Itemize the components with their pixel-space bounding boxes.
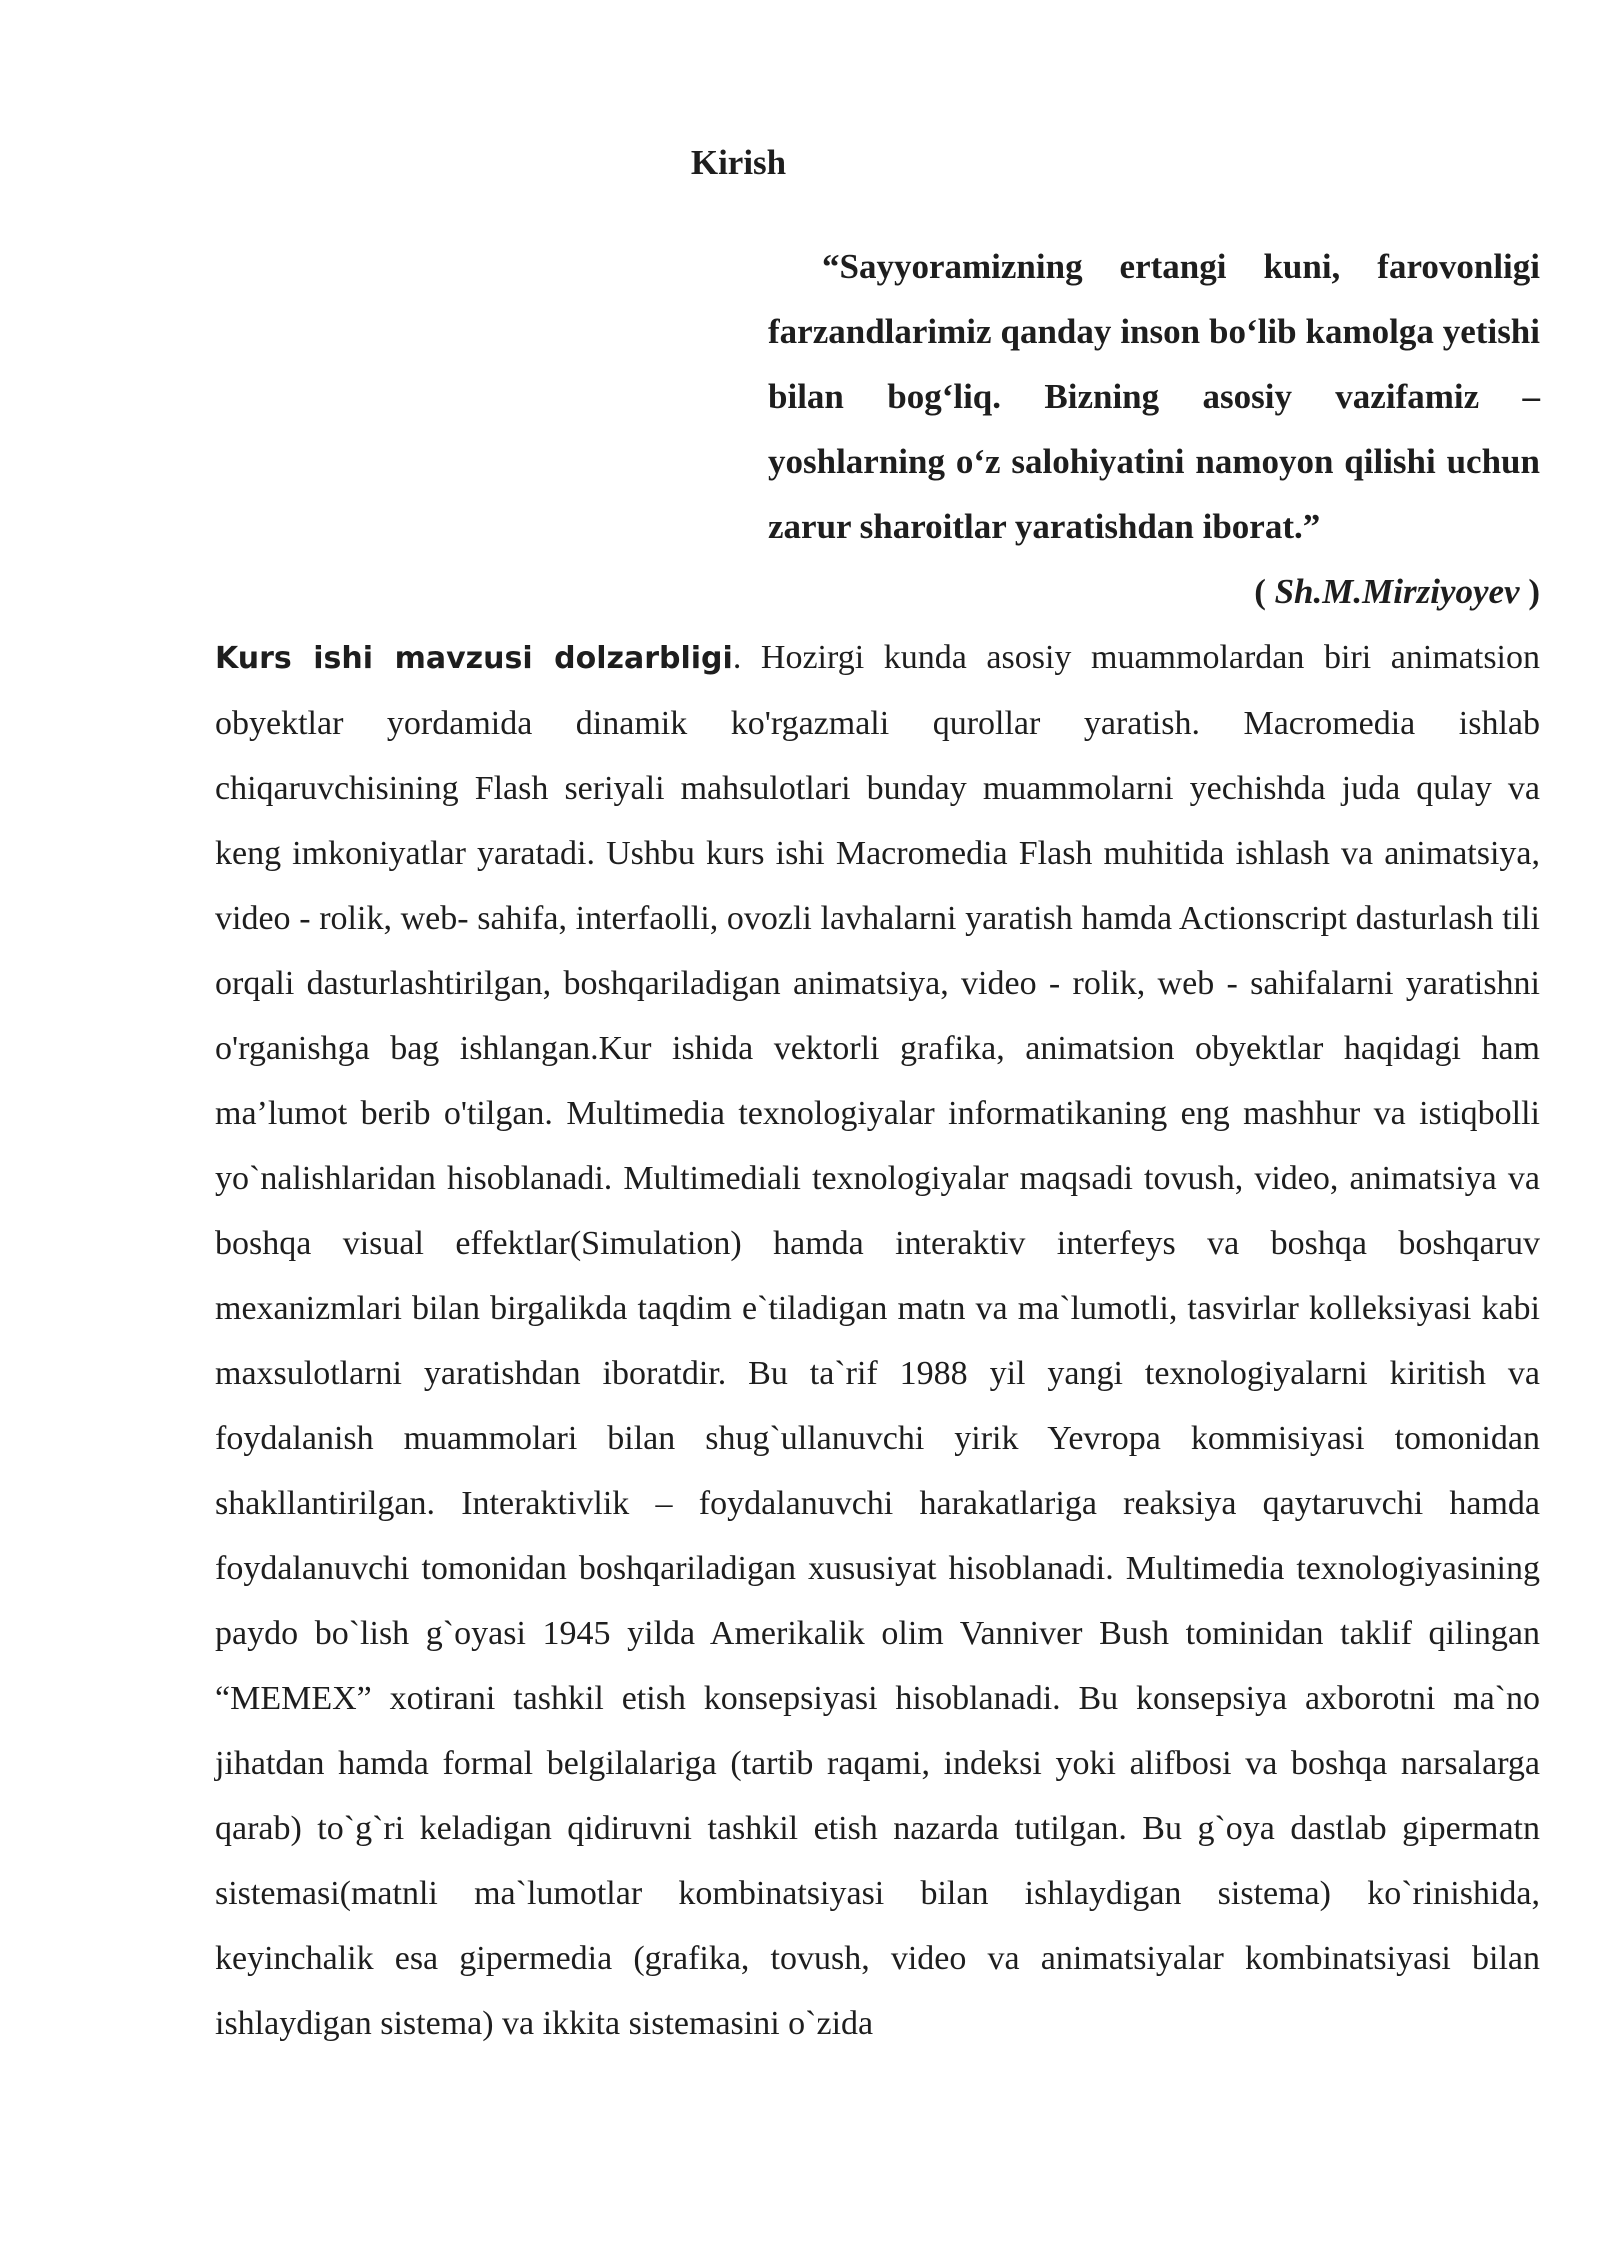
- epigraph-quote: “Sayyoramizning ertangi kuni, farovonligi farzandlarimiz qanday inson bo‘lib kamolga yetishi bilan bog‘liq. Bizning asosiy vazifamiz – yoshlarning o‘z salohiyatini namoyon qilishi uchun zarur sharoitlar yaratishdan iborat.”: [768, 247, 1540, 546]
- paragraph-lead-heading: Kurs ishi mavzusi dolzarbligi: [215, 641, 733, 676]
- paragraph-text: . Hozirgi kunda asosiy muammolardan biri animatsion obyektlar yordamida dinamik ko'rgazmali qurollar yaratish. Macromedia ishlab chiqaruvchisining Flash seriyali mahsulotlari bunday muammolarni yechishda juda qulay va keng imkoniyatlar yaratadi. Ushbu kurs ishi Macromedia Flash muhitida ishlash va animatsiya, video - rolik, web- sahifa, interfaolli, ovozli lavhalarni yaratish hamda Actionscript dasturlash tili orqali dasturlashtirilgan, boshqariladigan animatsiya, video - rolik, web - sahifalarni yaratishni o'rganishga bag ishlangan.Kur ishida vektorli grafika, animatsion obyektlar haqidagi ham ma’lumot berib o'tilgan. Multimedia texnologiyalar informatikaning eng mashhur va istiqbolli yo`nalishlaridan hisoblanadi. Multimediali texnologiyalar maqsadi tovush, video, animatsiya va boshqa visual effektlar(Simulation) hamda interaktiv interfeys va boshqa boshqaruv mexanizmlari bilan birgalikda taqdim e`tiladigan matn va ma`lumotli, tasvirlar kolleksiyasi kabi maxsulotlarni yaratishdan iboratdir. Bu ta`rif 1988 yil yangi texnologiyalarni kiritish va foydalanish muammolari bilan shug`ullanuvchi yirik Yevropa kommisiyasi tomonidan shakllantirilgan. Interaktivlik – foydalanuvchi harakatlariga reaksiya qaytaruvchi hamda foydalanuvchi tomonidan boshqariladigan xususiyat hisoblanadi. Multimedia texnologiyasining paydo bo`lish g`oyasi 1945 yilda Amerikalik olim Vanniver Bush tominidan taklif qilingan “MEMEX” xotirani tashkil etish konsepsiyasi hisoblanadi. Bu konsepsiya axborotni ma`no jihatdan hamda formal belgilalariga (tartib raqami, indeksi yoki alifbosi va boshqa narsalarga qarab) to`g`ri keladigan qidiruvni tashkil etish nazarda tutilgan. Bu g`oya dastlab gipermatn sistemasi(matnli ma`lumotlar kombinatsiyasi bilan ishlaydigan sistema) ko`rinishida, keyinchalik esa gipermedia (grafika, tovush, video va animatsiyalar kombinatsiyasi bilan ishlaydigan sistema) va ikkita sistemasini o`zida: [215, 639, 1540, 2042]
- page-title: Kirish: [690, 143, 787, 182]
- author-open-paren: (: [1254, 572, 1275, 611]
- epigraph-author: [1254, 562, 1540, 622]
- author-name: Sh.M.Mirziyoyev: [1274, 572, 1520, 611]
- body-paragraph: [215, 625, 1540, 2056]
- author-close-paren: ): [1519, 572, 1540, 611]
